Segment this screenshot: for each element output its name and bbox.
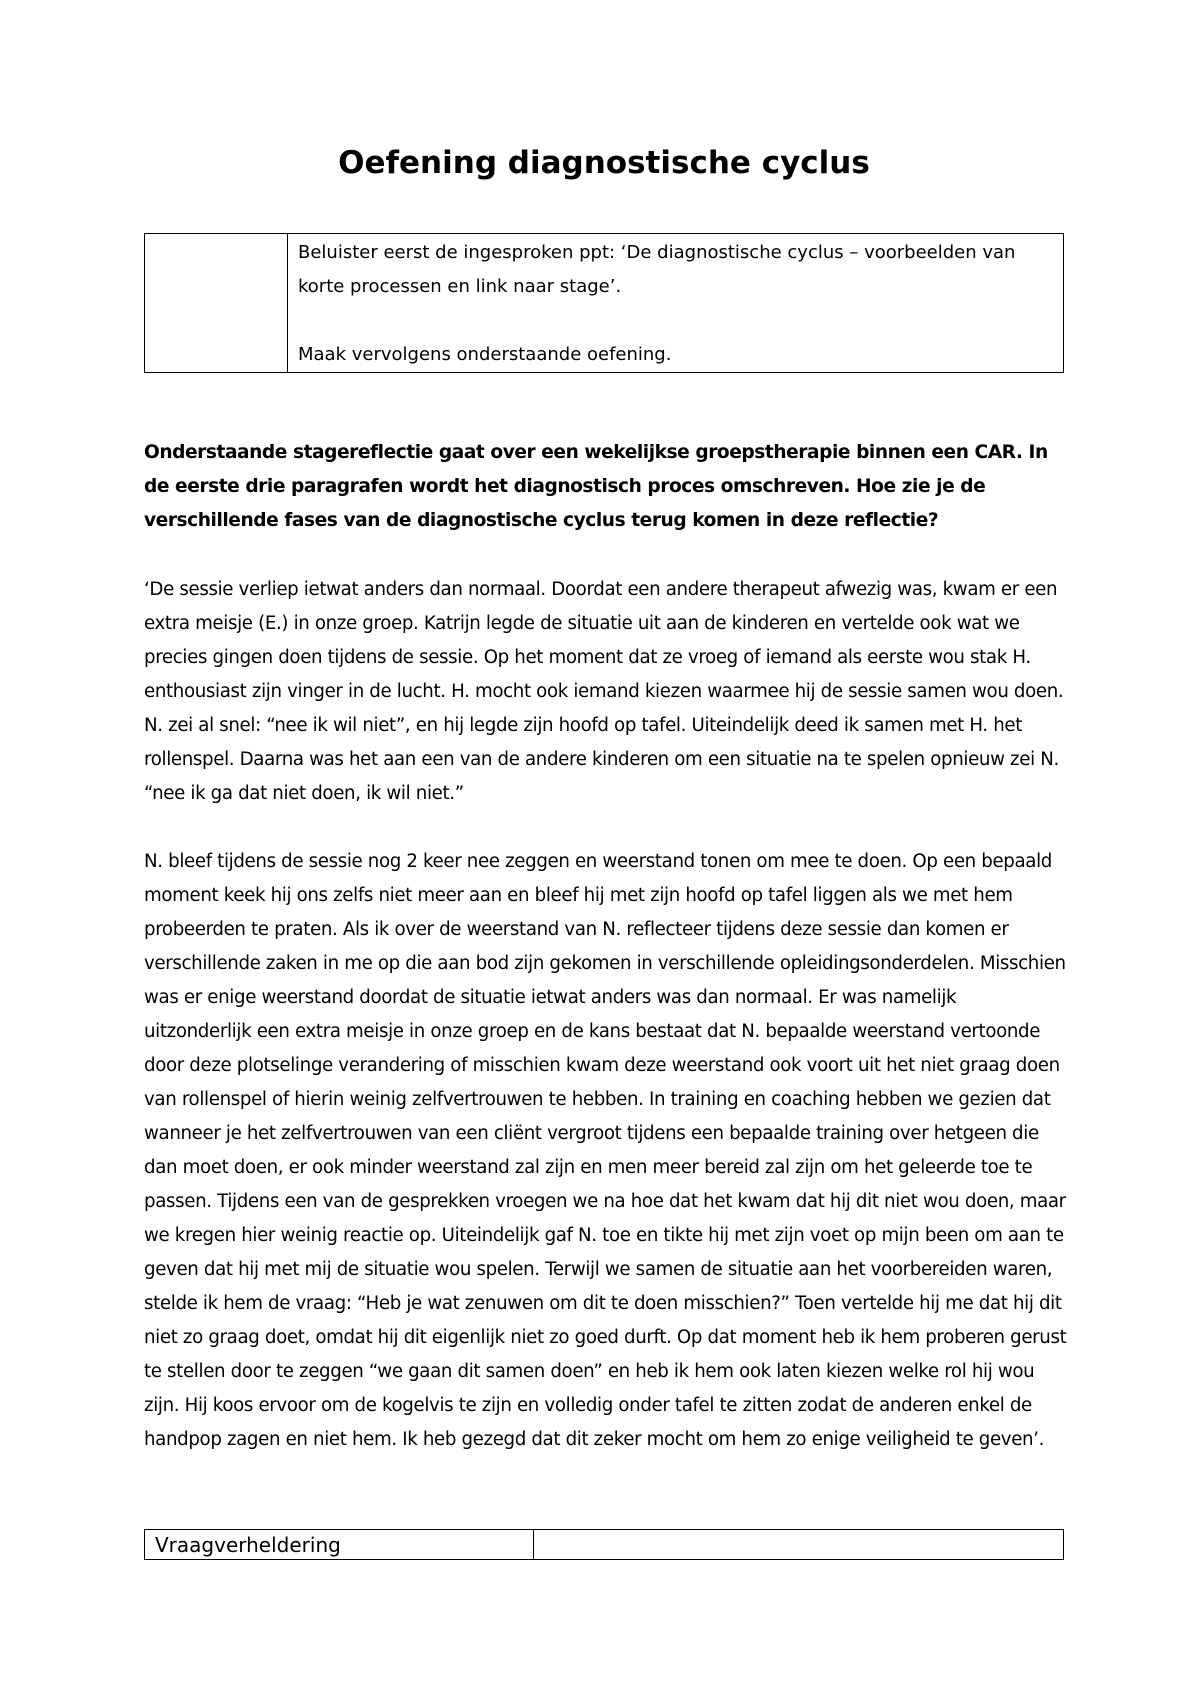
instruction-table-text-cell <box>288 234 1064 373</box>
answer-table-input-cell[interactable] <box>534 1530 1064 1560</box>
answer-table-label: Vraagverheldering <box>145 1530 534 1560</box>
instruction-table-empty-cell <box>145 234 288 373</box>
instruction-line-1: Beluister eerst de ingesproken ppt: ‘De diagnostische cyclus – voorbeelden van korte processen en link naar stage’. <box>298 242 1016 297</box>
instruction-line-2: Maak vervolgens onderstaande oefening. <box>298 344 672 365</box>
reflection-paragraph-1: ‘De sessie verliep ietwat anders dan normaal. Doordat een andere therapeut afwezig was, kwam er een extra meisje (E.) in onze groep. Katrijn legde de situatie uit aan de kinderen en vertelde ook wat we precies gingen doen tijdens de sessie. Op het moment dat ze vroeg of iemand als eerste wou stak H. enthousiast zijn vinger in de lucht. H. mocht ook iemand kiezen waarmee hij de sessie samen wou doen. N. zei al snel: “nee ik wil niet”, en hij legde zijn hoofd op tafel. Uiteindelijk deed ik samen met H. het rollenspel. Daarna was het aan een van de andere kinderen om een situatie na te spelen opnieuw zei N. “nee ik ga dat niet doen, ik wil niet.” <box>144 579 1064 804</box>
assignment-question: Onderstaande stagereflectie gaat over een wekelijkse groepstherapie binnen een CAR. In de eerste drie paragrafen wordt het diagnostisch proces omschreven. Hoe zie je de verschillende fases van de diagnostische cyclus terug komen in deze reflectie? <box>144 442 1048 531</box>
page-title: Oefening diagnostische cyclus <box>338 145 870 181</box>
answer-table <box>144 1529 1064 1560</box>
instruction-table <box>144 233 1064 373</box>
reflection-paragraph-2: N. bleef tijdens de sessie nog 2 keer nee zeggen en weerstand tonen om mee te doen. Op een bepaald moment keek hij ons zelfs niet meer aan en bleef hij met zijn hoofd op tafel liggen als we met hem probeerden te praten. Als ik over de weerstand van N. reflecteer tijdens deze sessie dan komen er verschillende zaken in me op die aan bod zijn gekomen in verschillende opleidingsonderdelen. Misschien was er enige weerstand doordat de situatie ietwat anders was dan normaal. Er was namelijk uitzonderlijk een extra meisje in onze groep en de kans bestaat dat N. bepaalde weerstand vertoonde door deze plotselinge verandering of misschien kwam deze weerstand ook voort uit het niet graag doen van rollenspel of hierin weinig zelfvertrouwen te hebben. In training en coaching hebben we gezien dat wanneer je het zelfvertrouwen van een cliënt vergroot tijdens een bepaalde training over hetgeen die dan moet doen, er ook minder weerstand zal zijn en men meer bereid zal zijn om het geleerde toe te passen. Tijdens een van de gesprekken vroegen we na hoe dat het kwam dat hij dit niet wou doen, maar we kregen hier weinig reactie op. Uiteindelijk gaf N. toe en tikte hij met zijn voet op mijn been om aan te geven dat hij met mij de situatie wou spelen. Terwijl we samen de situatie aan het voorbereiden waren, stelde ik hem de vraag: “Heb je wat zenuwen om dit te doen misschien?” Toen vertelde hij me dat hij dit niet zo graag doet, omdat hij dit eigenlijk niet zo goed durft. Op dat moment heb ik hem proberen gerust te stellen door te zeggen “we gaan dit samen doen” en heb ik hem ook laten kiezen welke rol hij wou zijn. Hij koos ervoor om de kogelvis te zijn en volledig onder tafel te zitten zodat de anderen enkel de handpop zagen en niet hem. Ik heb gezegd dat dit zeker mocht om hem zo enige veiligheid te geven’. <box>144 851 1067 1450</box>
